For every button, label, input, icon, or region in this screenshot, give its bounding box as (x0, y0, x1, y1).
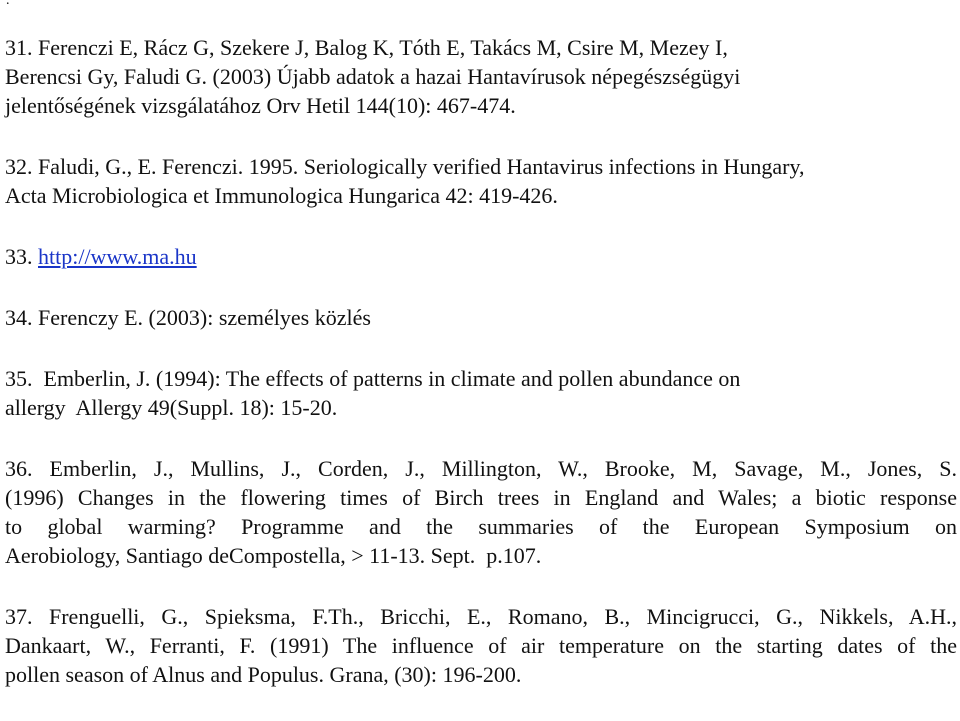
reference-32 (5, 152, 957, 210)
reference-line: 37. Frenguelli, G., Spieksma, F.Th., Bricchi, E., Romano, B., Mincigrucci, G., Nikkels, A.H., (5, 604, 957, 629)
reference-line: Berencsi Gy, Faludi G. (2003) Újabb adatok a hazai Hantavírusok népegészségügyi (5, 64, 741, 89)
reference-line: 31. Ferenczi E, Rácz G, Szekere J, Balog K, Tóth E, Takács M, Csire M, Mezey I, (5, 35, 728, 60)
reference-line (5, 242, 957, 271)
reference-line: 34. Ferenczy E. (2003): személyes közlés (5, 305, 371, 330)
reference-35 (5, 364, 957, 422)
reference-line: allergy Allergy 49(Suppl. 18): 15-20. (5, 395, 338, 420)
reference-line: Aerobiology, Santiago deCompostella, > 11-13. Sept. p.107. (5, 543, 542, 568)
reference-list (5, 33, 957, 721)
top-dot-mark: . (6, 0, 10, 8)
reference-line: 32. Faludi, G., E. Ferenczi. 1995. Seriologically verified Hantavirus infections in Hungary, (5, 154, 805, 179)
reference-33 (5, 242, 957, 271)
reference-37 (5, 602, 957, 689)
reference-link[interactable]: http://www.ma.hu (38, 244, 197, 269)
reference-line: Acta Microbiologica et Immunologica Hungarica 42: 419-426. (5, 183, 558, 208)
reference-line: (1996) Changes in the flowering times of Birch trees in England and Wales; a biotic response (5, 485, 957, 510)
reference-36 (5, 454, 957, 570)
reference-number: 33. (5, 244, 38, 269)
reference-line: jelentőségének vizsgálatához Orv Hetil 144(10): 467-474. (5, 93, 516, 118)
reference-line: Dankaart, W., Ferranti, F. (1991) The influence of air temperature on the starting dates of the (5, 633, 957, 658)
reference-31 (5, 33, 957, 120)
reference-line: pollen season of Alnus and Populus. Grana, (30): 196-200. (5, 662, 522, 687)
reference-line: 36. Emberlin, J., Mullins, J., Corden, J., Millington, W., Brooke, M, Savage, M., Jones, S. (5, 456, 957, 481)
reference-line: to global warming? Programme and the summaries of the European Symposium on (5, 514, 957, 539)
reference-line: 35. Emberlin, J. (1994): The effects of patterns in climate and pollen abundance on (5, 366, 741, 391)
reference-34 (5, 303, 957, 332)
